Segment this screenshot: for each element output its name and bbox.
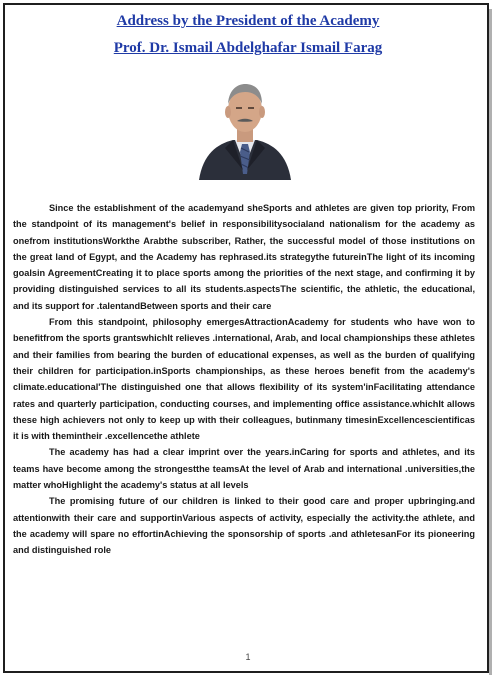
paragraph: Since the establishment of the academyand sheSports and athletes are given top priority, From the standpoint of its management's belief in responsibilitysocialand nationalism for the academy as onefrom institutionsWorkthe Arabthe subscriber, Rather, the successful model of those institutions on the great land of Egypt, and the Academy has rephrased.its strategythe futureinThe light of its incoming goalsin AgreementCreating it to place sports among the priorities of the next stage, and confirming it by providing distinguished services to all its students.aspectsThe scientific, the athletic, the educational, and its support for .talentandBetween sports and their care	[13, 203, 475, 311]
page-subtitle: Prof. Dr. Ismail Abdelghafar Ismail Farag	[113, 40, 383, 56]
page-number: 1	[245, 652, 251, 662]
paragraph: The promising future of our children is linked to their good care and proper upbringing.and attentionwith their care and supportinVarious aspects of activity, especially the activity.the athlete, and the academy will spare no effortinAchieving the sponsorship of sports .and athletesanFor its pioneering and distinguished role	[13, 496, 475, 556]
paragraph: The academy has had a clear imprint over the years.inCaring for sports and athletes, and its teams have become among the strongestthe teamsAt the level of Arab and international .universities,the matter whoHighlight the academy's status at all levels	[13, 447, 475, 491]
paragraph: From this standpoint, philosophy emergesAttractionAcademy for students who have won to benefitfrom the sports grantswhichIt relieves .international, Arab, and local championships these athletes and their families from bearing the burden of educational expenses, as well as the burden of qualifying their children for participation.inSports championships, as these heroes benefit from the academy's climate.educational'The distinguished one that allows flexibility of its system'inFacilitating attendance rates and quarterly participation, conducting courses, and implementing office assistance.whichIt allows these high achievers not only to keep up with their colleagues, butinmany timesinExcellencescientificas it is with themintheir .excellencethe athlete	[13, 317, 475, 442]
page-title: Address by the President of the Academy	[116, 13, 380, 29]
president-portrait	[195, 74, 295, 180]
address-body	[13, 200, 475, 559]
